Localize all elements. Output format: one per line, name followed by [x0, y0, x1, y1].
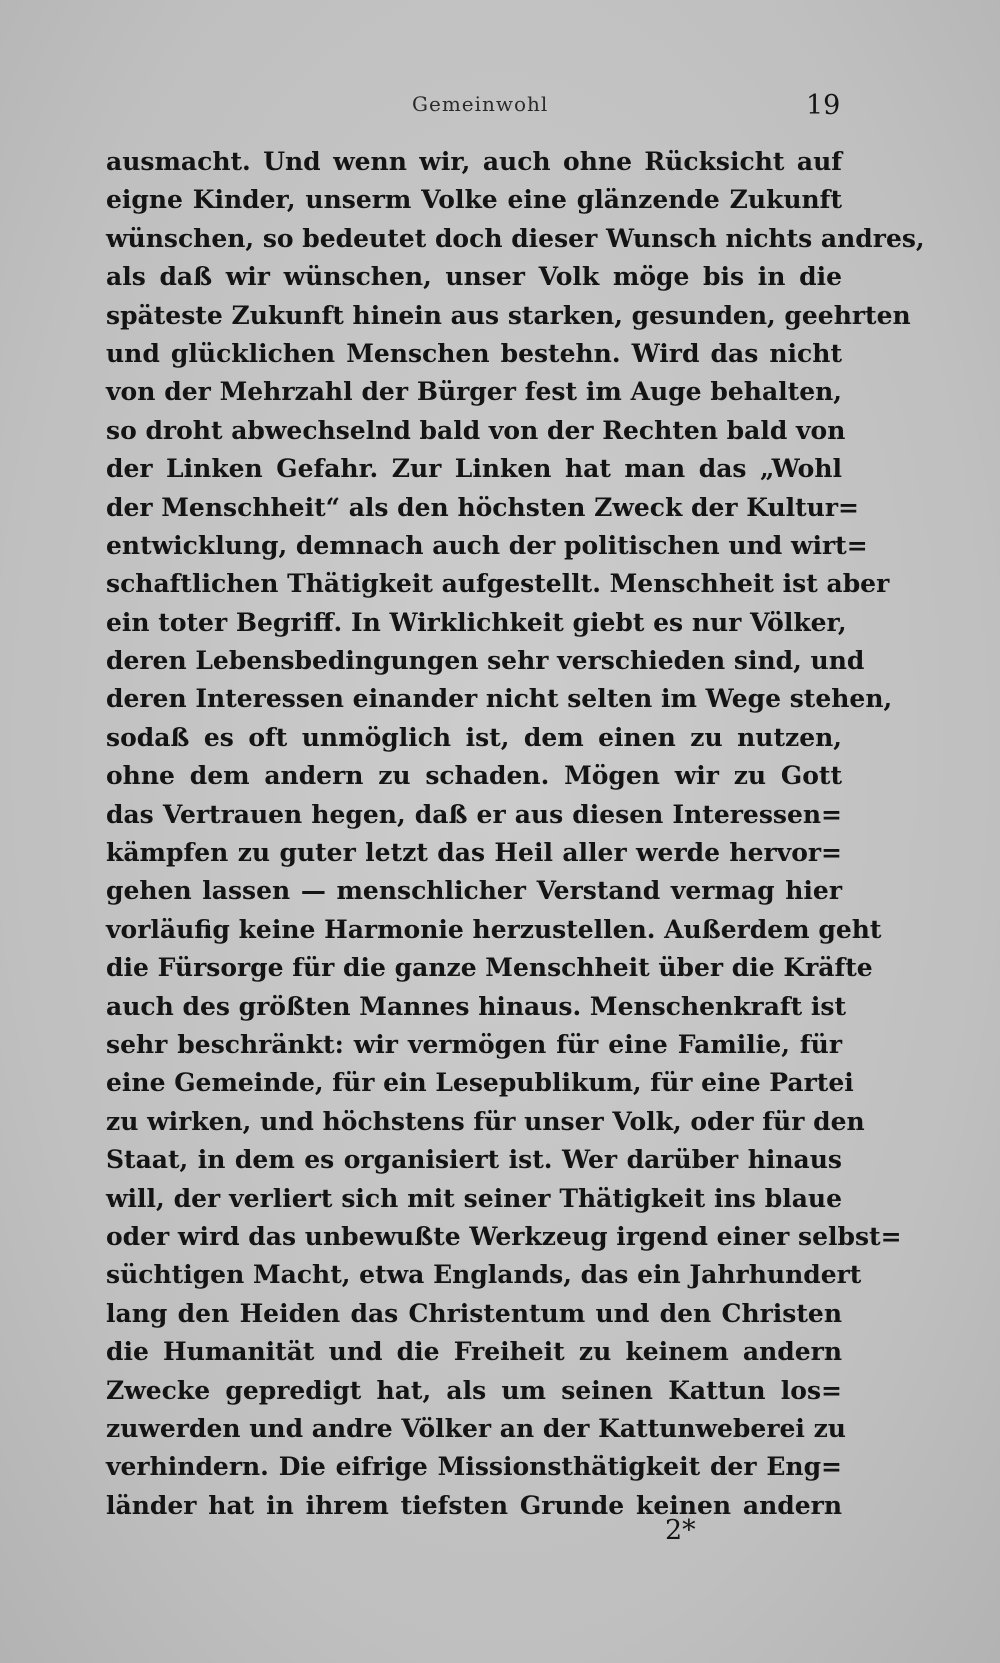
body-text [106, 143, 925, 1525]
text-line: auch des größten Mannes hinaus. Menschenkraft ist [106, 991, 847, 1021]
text-line: so droht abwechselnd bald von der Rechten bald von [106, 415, 846, 445]
text-line: entwicklung, demnach auch der politischen und wirt= [106, 530, 868, 560]
text-line: die Fürsorge für die ganze Menschheit über die Kräfte [106, 953, 873, 983]
text-line: oder wird das unbewußte Werkzeug irgend einer selbst= [106, 1221, 902, 1251]
text-line: süchtigen Macht, etwa Englands, das ein Jahrhundert [106, 1260, 862, 1290]
text-line: kämpfen zu guter letzt das Heil aller werde hervor= [106, 838, 842, 868]
text-line: eine Gemeinde, für ein Lesepublikum, für eine Partei [106, 1068, 854, 1098]
page-number: 19 [806, 90, 841, 121]
text-line: will, der verliert sich mit seiner Thätigkeit ins blaue [106, 1183, 842, 1213]
text-line: ohne dem andern zu schaden. Mögen wir zu Gott [106, 761, 842, 791]
text-line: deren Lebensbedingungen sehr verschieden sind, und [106, 646, 865, 676]
text-line: verhindern. Die eifrige Missionsthätigkeit der Eng= [106, 1452, 842, 1482]
running-head: Gemeinwohl [412, 92, 549, 116]
text-line: wünschen, so bedeutet doch dieser Wunsch nichts andres, [106, 223, 925, 253]
text-line: lang den Heiden das Christentum und den Christen [106, 1298, 842, 1328]
text-line: als daß wir wünschen, unser Volk möge bis in die [106, 262, 842, 292]
text-line: sodaß es oft unmöglich ist, dem einen zu nutzen, [106, 722, 842, 752]
text-line: ein toter Begriff. In Wirklichkeit giebt es nur Völker, [106, 607, 847, 637]
text-line: von der Mehrzahl der Bürger fest im Auge behalten, [106, 377, 842, 407]
text-line: vorläufig keine Harmonie herzustellen. Außerdem geht [106, 914, 882, 944]
text-line: Staat, in dem es organisiert ist. Wer darüber hinaus [106, 1145, 842, 1175]
text-line: länder hat in ihrem tiefsten Grunde keinen andern [106, 1490, 842, 1520]
text-line: ausmacht. Und wenn wir, auch ohne Rücksicht auf [106, 147, 842, 176]
text-line: deren Interessen einander nicht selten im Wege stehen, [106, 684, 893, 714]
text-line: schaftlichen Thätigkeit aufgestellt. Menschheit ist aber [106, 569, 890, 599]
signature-mark: 2* [665, 1515, 696, 1546]
text-line: das Vertrauen hegen, daß er aus diesen Interessen= [106, 799, 842, 829]
text-line: gehen lassen — menschlicher Verstand vermag hier [106, 876, 842, 906]
text-line: der Menschheit“ als den höchsten Zweck der Kultur= [106, 492, 859, 522]
text-line: eigne Kinder, unserm Volke eine glänzende Zukunft [106, 185, 842, 215]
text-line: und glücklichen Menschen bestehn. Wird das nicht [106, 338, 842, 368]
text-line: Zwecke gepredigt hat, als um seinen Kattun los= [106, 1375, 842, 1405]
text-line: späteste Zukunft hinein aus starken, gesunden, geehrten [106, 300, 911, 330]
text-line: zu wirken, und höchstens für unser Volk, oder für den [106, 1106, 865, 1136]
text-line: der Linken Gefahr. Zur Linken hat man das „Wohl [106, 454, 842, 484]
text-line: die Humanität und die Freiheit zu keinem andern [106, 1337, 842, 1367]
text-line: zuwerden und andre Völker an der Kattunweberei zu [106, 1413, 846, 1443]
text-line: sehr beschränkt: wir vermögen für eine Familie, für [106, 1029, 842, 1059]
